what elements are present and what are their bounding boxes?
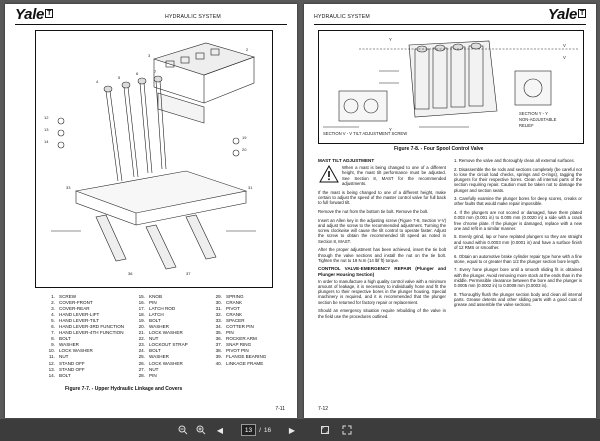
svg-text:12: 12	[44, 115, 49, 120]
page-indicator: 13 / 16	[230, 424, 282, 436]
svg-text:6: 6	[136, 71, 139, 76]
legend-item: 27. NUT	[138, 366, 159, 372]
paragraph: In order to manufacture a high quality control valve with a minimum amount of leakage, it is necessary to individually hone and fit the plungers to their respective bores in the plunger housing. Special machinery is required, and it is recommended that the plunger section be returned for factory repair or replacement.	[318, 278, 446, 305]
legend-item: 7. HAND LEVER-4TH FUNCTION	[51, 330, 124, 336]
legend-item: 11. NUT	[48, 354, 69, 360]
legend-item: 39. FLANGE BEARING	[215, 354, 267, 360]
svg-text:36: 36	[128, 271, 133, 276]
legend-item: 9. WASHER	[51, 342, 79, 348]
page-number: 7-11	[275, 406, 285, 412]
fit-page-icon	[320, 425, 330, 435]
section-heading: MAST TILT ADJUSTMENT	[318, 158, 375, 163]
legend-item: 21. LOCK WASHER	[138, 330, 183, 336]
next-page-button[interactable]	[286, 424, 298, 436]
fullscreen-button[interactable]	[340, 424, 354, 436]
legend-item: 19. BOLT	[138, 318, 161, 324]
viewer-toolbar	[0, 419, 600, 441]
procedure-step: 1. Remove the valve and thoroughly clean all external surfaces.	[454, 158, 575, 163]
legend-column-1	[43, 294, 124, 379]
section-title: HYDRAULIC SYSTEM	[314, 14, 370, 20]
exploded-diagram-linkage	[35, 30, 273, 288]
warning-block: When a mast is being changed to one of a different height, the mast tilt performance must be adjusted. See Section 8, MAST for the recommended adjustments.	[318, 165, 446, 186]
procedure-step: 2. Disassemble the tie rods and sections completely (be careful not to lose the circuit load checks, springs and O-rings), tagging the plungers for their respective bores. Clean all internal parts of the section requiring repair. Caution must be taken not to damage the plunger and section seats.	[454, 166, 582, 193]
legend-item: 2. COVER-FRONT	[51, 300, 93, 306]
legend-item: 10. LOCK WASHER	[48, 348, 93, 354]
section-label: SECTION Y - Y	[519, 111, 548, 116]
figure-caption: Figure 7-7. - Upper Hydraulic Linkage and Covers	[65, 386, 183, 392]
legend-item: 3. COVER-REAR	[51, 306, 90, 312]
legend-item: 16. PIN	[138, 300, 157, 306]
zoom-in-icon	[196, 425, 206, 435]
legend-item: 12. STAND OFF	[48, 360, 85, 366]
svg-text:7: 7	[154, 69, 157, 74]
legend-item: 22. NUT	[138, 336, 159, 342]
linkage-illustration	[36, 31, 272, 287]
legend-item: 30. CRANK	[215, 300, 243, 306]
page-right	[304, 4, 596, 418]
legend-item: 23. LOCKOUT STRAP	[138, 342, 188, 348]
procedure-step: 7. Every hone plunger bore until a smooth sliding fit is obtained with the plunger. Avoid removing more stock at the ends than in the middle. Permissible clearance between the bore and the plunger is 0.0005 mm (0.0002 in) to 0.0008 mm (0.0003 in).	[454, 267, 582, 289]
svg-text:5: 5	[118, 75, 121, 80]
zoom-in-button[interactable]	[194, 424, 208, 436]
total-pages: 16	[263, 426, 272, 434]
paragraph: Insert an Allen key in the adjusting screw (Figure 7-8, Section V-V) and adjust the screw to the recommended adjustment. Turning the screw clockwise will cause the tilt control to operate faster. Adjust the screw to obtain the recommended tilt speed as noted in Section 8, MAST.	[318, 217, 446, 244]
legend-item: 26. LOCK WASHER	[138, 360, 183, 366]
fit-page-button[interactable]	[318, 424, 332, 436]
paragraph: After the proper adjustment has been achieved, insert the tie bolt through the valve sections and install the nut on the tie bolt. Tighten the nut to 19 N.m (14 lbf ft) torque.	[318, 247, 446, 263]
legend-item: 6. HAND LEVER-3RD FUNCTION	[51, 324, 125, 330]
arrow-label-y: Y	[389, 127, 392, 132]
svg-text:31: 31	[248, 185, 253, 190]
warning-icon	[319, 165, 339, 183]
legend-item: 38. PIVOT PIN	[215, 348, 249, 354]
text-column-1	[318, 158, 446, 322]
legend-item: 36. ROCKER ARM	[215, 336, 257, 342]
fullscreen-icon	[342, 425, 352, 435]
svg-text:14: 14	[44, 139, 49, 144]
legend-item: 15. KNOB	[138, 294, 163, 299]
page-header	[15, 6, 287, 25]
svg-text:4: 4	[96, 79, 99, 84]
legend-item: 25. WASHER	[138, 354, 169, 360]
section-label: NON-ADJUSTABLE	[519, 117, 557, 122]
zoom-out-icon	[178, 425, 188, 435]
legend-item: 13. STAND OFF	[48, 366, 85, 372]
procedure-step: 4. If the plungers are not scored or damaged, have them plated 0.003 mm (0.001 in) to 0.005 mm (0.0020 in) a side with a crack free chrome plate. If the plunger is damaged, replace with a new one and refit in a similar manner.	[454, 210, 582, 231]
zoom-out-button[interactable]	[176, 424, 190, 436]
legend-item: 8. BOLT	[51, 336, 71, 342]
section-label: RELIEF	[519, 123, 534, 128]
legend-item: 4. HAND LEVER-LIFT	[51, 312, 100, 318]
text-column-2	[454, 158, 582, 311]
legend-item: 32. CRANK	[215, 312, 243, 318]
arrow-label-y: Y	[389, 37, 392, 42]
procedure-step: 3. Carefully examine the plunger bores for deep scores, creaks or other faults that would make repair impossible.	[454, 196, 582, 207]
procedure-step: 6. Obtain an automotive brake cylinder repair type hone with a fine stone, equal to or greater than 1/2 the plunger section bore length.	[454, 253, 582, 264]
page-left	[5, 4, 297, 418]
section-label: SECTION V - V TILT ADJUSTMENT SCREW	[323, 131, 408, 136]
section-title: HYDRAULIC SYSTEM	[165, 14, 221, 20]
svg-text:20: 20	[242, 147, 247, 152]
legend-item: 17. LATCH ROD	[138, 306, 176, 312]
svg-text:13: 13	[44, 127, 49, 132]
procedure-step: 5. Evenly grind, lap or hone replated plungers so they are straight and round within 0.0003 mm (0.0001 in) and have a surface finish of 12 RMS or smoother.	[454, 234, 582, 250]
legend-item: 20. WASHER	[138, 324, 169, 330]
legend-column-2	[133, 294, 188, 379]
page-number-input[interactable]: 13	[241, 424, 256, 436]
legend-item: 18. LATCH	[138, 312, 164, 318]
legend-item: 14. BOLT	[48, 372, 71, 378]
legend-item: 35. PIN	[215, 330, 234, 336]
legend-item: 24. BOLT	[138, 348, 161, 354]
legend-item: 29. SPRING	[215, 294, 244, 299]
legend-item: 33. SPACER	[215, 318, 245, 324]
svg-text:3: 3	[148, 53, 151, 58]
valve-illustration	[319, 31, 583, 143]
paragraph: Remove the nut from the bottom tie bolt. Remove the bolt.	[318, 209, 429, 215]
legend-column-3	[210, 294, 266, 367]
legend-item: 1. SCREW	[51, 294, 77, 299]
svg-text:37: 37	[186, 271, 191, 276]
chevron-left-icon: ◀	[216, 425, 224, 435]
svg-text:33: 33	[66, 185, 71, 190]
paragraph: If the mast is being changed to one of a different height, make certain to adjust the speed of the master control valve for full back to full forward tilt.	[318, 190, 446, 206]
legend-item: 5. HAND LEVER-TILT	[51, 318, 99, 324]
arrow-label-v: V	[563, 55, 566, 60]
legend-item: 37. SNAP RING	[215, 342, 252, 348]
chevron-right-icon: ▶	[288, 425, 296, 435]
legend-item: 34. COTTER PIN	[215, 324, 254, 330]
yale-logo: Yale T	[15, 6, 52, 23]
section-heading: CONTROL VALVE-EMERGENCY REPAIR (Plunger and Plunger Housing Section)	[318, 266, 446, 277]
svg-text:19: 19	[242, 135, 247, 140]
yale-logo: Yale T	[547, 6, 584, 23]
svg-text:2: 2	[246, 47, 249, 52]
previous-page-button[interactable]	[214, 424, 226, 436]
page-number: 7-12	[318, 406, 329, 412]
page-header	[314, 6, 586, 25]
paragraph: Should an emergency situation require rebuilding of the valve in the field use the procedures outlined.	[318, 308, 446, 319]
arrow-label-v: V	[563, 43, 566, 48]
valve-diagram	[318, 30, 584, 144]
legend-item: 40. LINKAGE FRAME	[215, 360, 264, 366]
procedure-step: 8. Thoroughly flush the plunger section body and clean all internal parts. Grease detents and other sliding parts with a good coat of grease and assemble the valve sections.	[454, 291, 582, 308]
legend-item: 28. PIN	[138, 372, 157, 378]
legend-item: 31. PIVOT	[215, 306, 240, 312]
figure-caption: Figure 7-8. - Four Spool Control Valve	[394, 146, 484, 152]
